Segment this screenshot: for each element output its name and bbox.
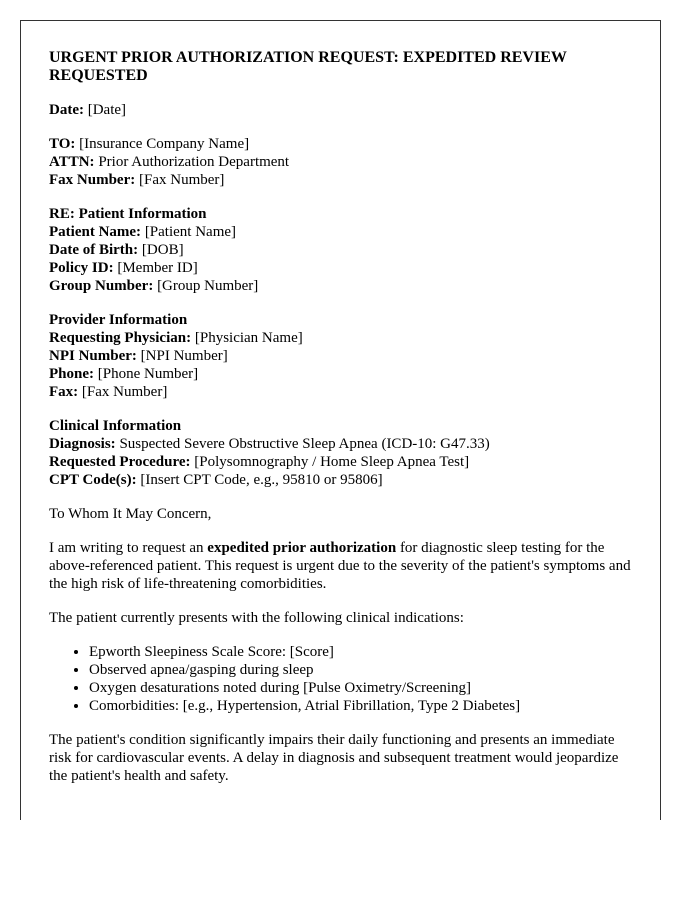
provider-npi-line bbox=[49, 347, 632, 365]
recipient-fax-line bbox=[49, 171, 632, 189]
provider-info-block bbox=[49, 311, 632, 401]
field-label: ATTN: bbox=[49, 154, 95, 170]
patient-dob-line bbox=[49, 241, 632, 259]
field-value: [Patient Name] bbox=[141, 224, 237, 240]
field-value: [DOB] bbox=[138, 242, 184, 258]
field-value: [Group Number] bbox=[153, 278, 259, 294]
indications-list bbox=[49, 643, 632, 715]
condition-paragraph: The patient's condition significantly impairs their daily functioning and presents an immediate risk for cardiovascular events. A delay in diagnosis and subsequent treatment would jeopardize the patient's health and safety. bbox=[49, 732, 619, 784]
field-label: Policy ID: bbox=[49, 260, 114, 276]
section-heading: RE: Patient Information bbox=[49, 206, 207, 222]
date-line bbox=[49, 101, 632, 119]
field-value: [Fax Number] bbox=[135, 172, 225, 188]
field-value: [Polysomnography / Home Sleep Apnea Test] bbox=[190, 454, 470, 470]
field-value: [Fax Number] bbox=[78, 384, 168, 400]
field-label: Phone: bbox=[49, 366, 94, 382]
clinical-info-block bbox=[49, 417, 632, 489]
date-value: [Date] bbox=[83, 102, 127, 118]
field-value: [NPI Number] bbox=[136, 348, 228, 364]
indications-intro: The patient currently presents with the following clinical indications: bbox=[49, 610, 464, 626]
date-block bbox=[49, 101, 632, 119]
field-label: CPT Code(s): bbox=[49, 472, 137, 488]
field-label: NPI Number: bbox=[49, 348, 137, 364]
clinical-procedure-line bbox=[49, 453, 632, 471]
letter-page bbox=[20, 20, 661, 820]
recipient-attn-line bbox=[49, 153, 632, 171]
field-value: [Member ID] bbox=[113, 260, 198, 276]
field-label: Fax: bbox=[49, 384, 79, 400]
field-value: [Insert CPT Code, e.g., 95810 or 95806] bbox=[136, 472, 383, 488]
letter-title: URGENT PRIOR AUTHORIZATION REQUEST: EXPEDITED REVIEW REQUESTED bbox=[49, 49, 567, 84]
field-value: Prior Authorization Department bbox=[94, 154, 290, 170]
field-label: Patient Name: bbox=[49, 224, 142, 240]
salutation: To Whom It May Concern, bbox=[49, 506, 212, 522]
field-label: Requesting Physician: bbox=[49, 330, 192, 346]
clinical-diagnosis-line bbox=[49, 435, 632, 453]
field-value: [Phone Number] bbox=[94, 366, 199, 382]
patient-name-line bbox=[49, 223, 632, 241]
patient-policy-line bbox=[49, 259, 632, 277]
patient-info-block bbox=[49, 205, 632, 295]
field-label: Date of Birth: bbox=[49, 242, 139, 258]
field-label: Requested Procedure: bbox=[49, 454, 191, 470]
list-item: • Comorbidities: [e.g., Hypertension, Atrial Fibrillation, Type 2 Diabetes] bbox=[89, 697, 632, 715]
request-paragraph bbox=[49, 539, 632, 593]
field-value: [Insurance Company Name] bbox=[75, 136, 250, 152]
emphasis-text: expedited prior authorization bbox=[207, 540, 397, 556]
field-value: Suspected Severe Obstructive Sleep Apnea (ICD-10: G47.33) bbox=[115, 436, 490, 452]
field-label: TO: bbox=[49, 136, 76, 152]
list-item: • Oxygen desaturations noted during [Pulse Oximetry/Screening] bbox=[89, 679, 632, 697]
field-label: Diagnosis: bbox=[49, 436, 116, 452]
field-label: Group Number: bbox=[49, 278, 154, 294]
list-item: • Observed apnea/gasping during sleep bbox=[89, 661, 632, 679]
date-label: Date: bbox=[49, 102, 84, 118]
recipient-block bbox=[49, 135, 632, 189]
field-value: [Physician Name] bbox=[191, 330, 303, 346]
provider-phone-line bbox=[49, 365, 632, 383]
field-label: Fax Number: bbox=[49, 172, 136, 188]
patient-group-line bbox=[49, 277, 632, 295]
paragraph-text: for diagnostic sleep testing for the above-referenced patient. This request is urgent due to the severity of the patient's symptoms and the high risk of life-threatening comorbidities. bbox=[49, 540, 631, 592]
section-heading: Clinical Information bbox=[49, 418, 182, 434]
recipient-to-line bbox=[49, 135, 632, 153]
paragraph-text: I am writing to request an bbox=[49, 540, 208, 556]
clinical-cpt-line bbox=[49, 471, 632, 489]
section-heading: Provider Information bbox=[49, 312, 188, 328]
provider-fax-line bbox=[49, 383, 632, 401]
list-item: • Epworth Sleepiness Scale Score: [Score] bbox=[89, 643, 632, 661]
provider-physician-line bbox=[49, 329, 632, 347]
